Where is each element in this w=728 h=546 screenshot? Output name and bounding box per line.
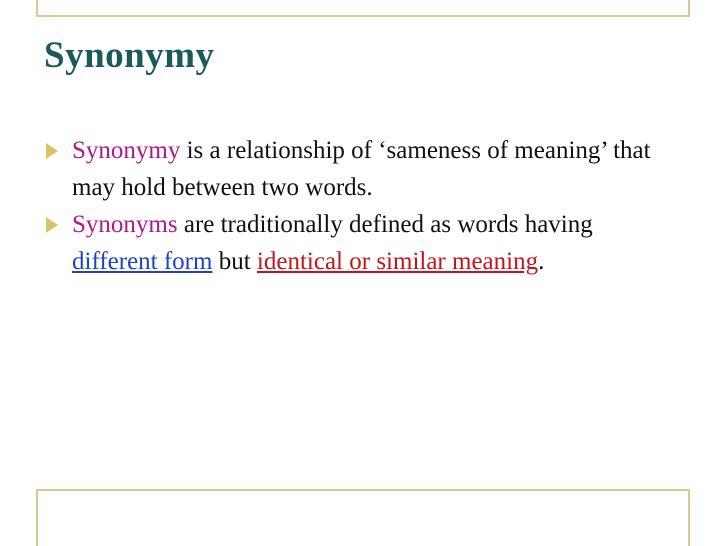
bullet-text: .	[538, 248, 545, 275]
frame-top-line	[36, 15, 690, 17]
slide-title: Synonymy	[44, 35, 215, 76]
bullet-arrow-icon	[46, 143, 58, 159]
bullet-item-synonyms	[44, 206, 664, 280]
bullet-text: is a relationship of ‘sameness of meaning’ that may hold between two words.	[72, 137, 651, 201]
bullet-text: but	[212, 248, 257, 275]
frame-bottom-left-tick	[36, 489, 38, 546]
bullet-list	[44, 132, 664, 280]
keyword-synonymy: Synonymy	[72, 137, 181, 164]
frame-bottom-right-tick	[688, 489, 690, 546]
frame-top-right-tick	[688, 0, 690, 17]
frame-bottom-line	[36, 489, 690, 491]
bullet-text: are traditionally defined as words having	[177, 211, 593, 238]
link-identical-or-similar-meaning[interactable]: identical or similar meaning	[256, 248, 539, 275]
frame-top-left-tick	[36, 0, 38, 17]
keyword-synonyms: Synonyms	[72, 211, 178, 238]
bullet-arrow-icon	[46, 217, 58, 233]
link-different-form[interactable]: different form	[72, 248, 213, 275]
bullet-item-synonymy	[44, 132, 664, 206]
